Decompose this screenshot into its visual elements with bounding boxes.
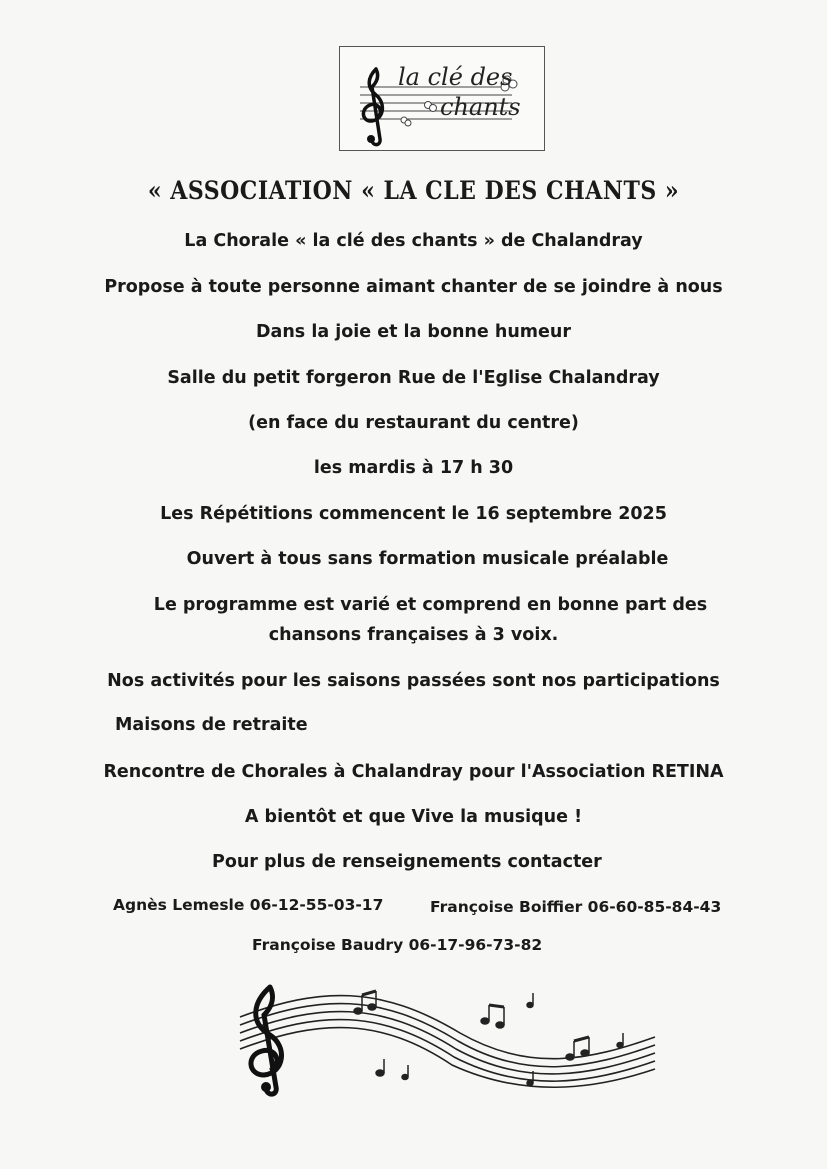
contact-phone: 06-12-55-03-17 xyxy=(249,896,384,914)
music-staff-decoration xyxy=(230,975,660,1100)
logo-text-line1: la clé des xyxy=(398,63,513,91)
text-line-3: Dans la joie et la bonne humeur xyxy=(256,322,571,342)
logo-text-line2: chants xyxy=(440,93,521,121)
contact-name: Françoise Baudry xyxy=(252,936,404,954)
text-line-7: Les Répétitions commencent le 16 septembre 2025 xyxy=(160,504,667,524)
text-line-6: les mardis à 17 h 30 xyxy=(313,458,514,478)
treble-clef-icon xyxy=(363,69,382,145)
text-line-13: Rencontre de Chorales à Chalandray pour l'Association RETINA xyxy=(103,762,724,782)
text-line-2: Propose à toute personne aimant chanter de se joindre à nous xyxy=(104,277,723,297)
text-line-5: (en face du restaurant du centre) xyxy=(248,413,579,433)
text-line-14: A bientôt et que Vive la musique ! xyxy=(244,807,583,827)
page-title: « ASSOCIATION « LA CLE DES CHANTS » xyxy=(147,176,680,206)
text-line-11: Nos activités pour les saisons passées sont nos participations xyxy=(107,671,720,691)
logo-box xyxy=(339,46,545,151)
text-line-8: Ouvert à tous sans formation musicale préalable xyxy=(186,549,669,569)
contact-2 xyxy=(430,896,721,918)
treble-clef-icon xyxy=(251,987,282,1094)
text-line-15: Pour plus de renseignements contacter xyxy=(212,852,602,872)
contact-name: Agnès Lemesle xyxy=(113,896,245,914)
contact-phone: 06-17-96-73-82 xyxy=(408,936,543,954)
contact-name: Françoise Boiffier xyxy=(430,898,583,916)
contact-phone: 06-60-85-84-43 xyxy=(587,898,722,916)
text-line-9: Le programme est varié et comprend en bonne part des xyxy=(153,595,708,615)
text-line-10: chansons françaises à 3 voix. xyxy=(268,625,559,645)
text-line-4: Salle du petit forgeron Rue de l'Eglise Chalandray xyxy=(167,368,660,388)
contact-3 xyxy=(252,934,542,956)
text-line-12: Maisons de retraite xyxy=(115,715,308,735)
text-line-1: La Chorale « la clé des chants » de Chalandray xyxy=(184,231,643,251)
contact-1 xyxy=(113,894,383,916)
